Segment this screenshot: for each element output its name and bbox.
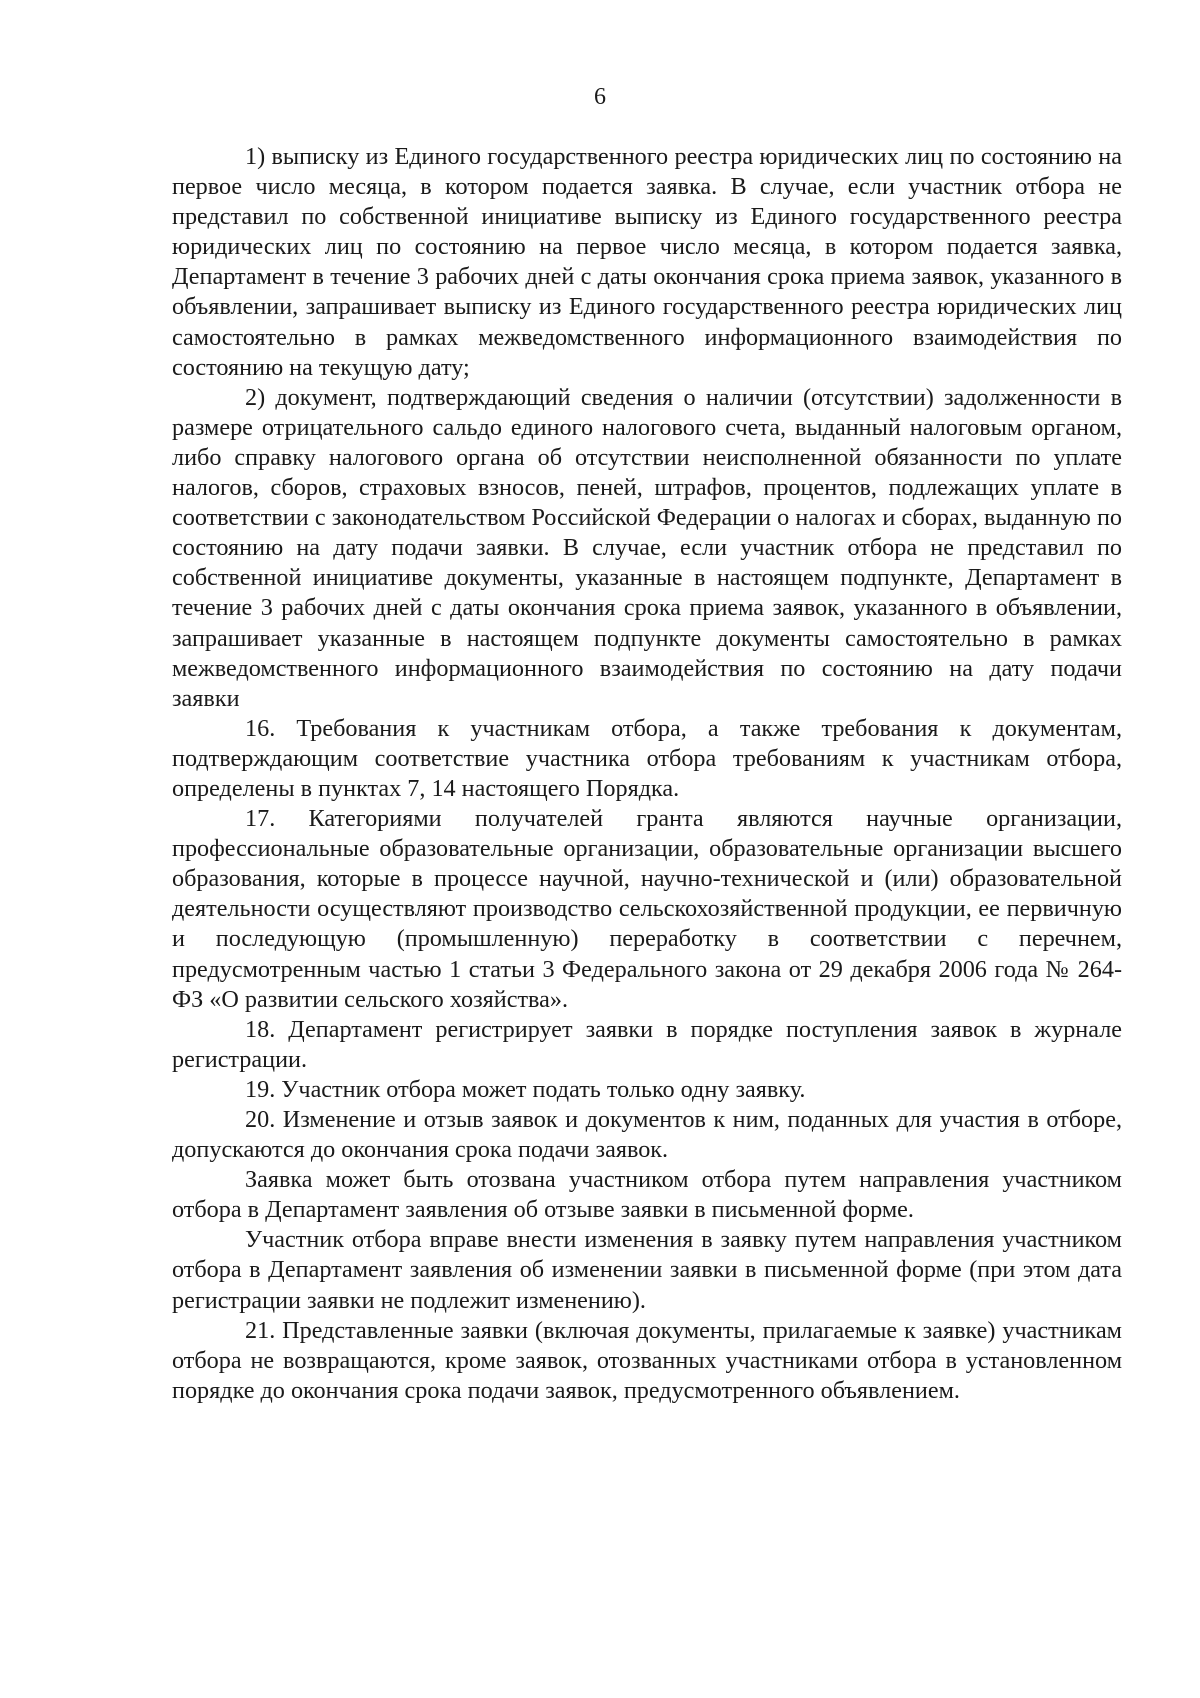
paragraph-item-16: 16. Требования к участникам отбора, а также требования к документам, подтверждающим соответствие участника отбора требованиям к участникам отбора, определены в пунктах 7, 14 настоящего Порядка. bbox=[172, 714, 1122, 802]
paragraph-item-21: 21. Представленные заявки (включая документы, прилагаемые к заявке) участникам отбора не возвращаются, кроме заявок, отозванных участниками отбора в установленном порядке до окончания срока подачи заявок, предусмотренного объявлением. bbox=[172, 1316, 1122, 1404]
paragraph-subitem-2: 2) документ, подтверждающий сведения о наличии (отсутствии) задолженности в размере отрицательного сальдо единого налогового счета, выданный налоговым органом, либо справку налогового органа об отсутствии неисполненной обязанности по уплате налогов, сборов, страховых взносов, пеней, штрафов, процентов, подлежащих уплате в соответствии с законодательством Российской Федерации о налогах и сборах, выданную по состоянию на дату подачи заявки. В случае, если участник отбора не представил по собственной инициативе документы, указанные в настоящем подпункте, Департамент в течение 3 рабочих дней с даты окончания срока приема заявок, указанного в объявлении, запрашивает указанные в настоящем подпункте документы самостоятельно в рамках межведомственного информационного взаимодействия по состоянию на дату подачи заявки bbox=[172, 383, 1122, 712]
paragraph-item-20-changes: Участник отбора вправе внести изменения в заявку путем направления участником отбора в Департамент заявления об изменении заявки в письменной форме (при этом дата регистрации заявки не подлежит изменению). bbox=[172, 1226, 1122, 1314]
page-number: 6 bbox=[594, 84, 606, 110]
paragraph-subitem-1: 1) выписку из Единого государственного реестра юридических лиц по состоянию на первое число месяца, в котором подается заявка. В случае, если участник отбора не представил по собственной инициативе выписку из Единого государственного реестра юридических лиц по состоянию на первое число месяца, в котором подается заявка, Департамент в течение 3 рабочих дней с даты окончания срока приема заявок, указанного в объявлении, запрашивает выписку из Единого государственного реестра юридических лиц самостоятельно в рамках межведомственного информационного взаимодействия по состоянию на текущую дату; bbox=[172, 143, 1122, 381]
paragraph-item-20-withdrawal: Заявка может быть отозвана участником отбора путем направления участником отбора в Департамент заявления об отзыве заявки в письменной форме. bbox=[172, 1166, 1122, 1224]
paragraph-item-19: 19. Участник отбора может подать только одну заявку. bbox=[245, 1075, 806, 1103]
paragraph-item-17: 17. Категориями получателей гранта являются научные организации, профессиональные образовательные организации, образовательные организации высшего образования, которые в процессе научной, научно-технической и (или) образовательной деятельности осуществляют производство сельскохозяйственной продукции, ее первичную и последующую (промышленную) переработку в соответствии с перечнем, предусмотренным частью 1 статьи 3 Федерального закона от 29 декабря 2006 года № 264-ФЗ «О развитии сельского хозяйства». bbox=[172, 805, 1122, 1013]
paragraph-item-18: 18. Департамент регистрирует заявки в порядке поступления заявок в журнале регистрации. bbox=[172, 1015, 1122, 1073]
paragraph-item-20: 20. Изменение и отзыв заявок и документов к ним, поданных для участия в отборе, допускаются до окончания срока подачи заявок. bbox=[172, 1106, 1122, 1164]
document-body bbox=[172, 142, 1122, 1406]
